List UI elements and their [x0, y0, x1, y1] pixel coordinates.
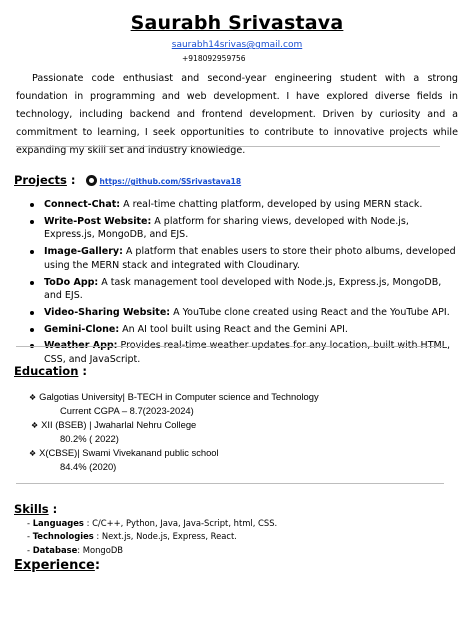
skills-title: Skills	[14, 502, 49, 516]
education-detail: 84.4% (2020)	[60, 461, 117, 472]
summary-paragraph: Passionate code enthusiast and second-year engineering student with a strong foundation in programming and web development. I have explored diverse fields in technology, including backend and frontend development. Driven by curiosity and a commitment to learning, I seek opportunities to contribute to innovative projects while expanding my skill set and industry knowledge.	[16, 73, 458, 156]
experience-colon: :	[94, 558, 101, 573]
project-item	[18, 306, 462, 320]
education-detail: 80.2% ( 2022)	[60, 433, 119, 444]
project-desc: A platform that enables users to store their photo albums, developed using the MERN stack and integrated with Cloudinary.	[44, 246, 456, 271]
projects-colon: :	[70, 173, 76, 187]
project-desc: An AI tool built using React and the Gemini API.	[119, 323, 348, 335]
skill-key: Database	[32, 545, 78, 555]
skill-value: : Next.js, Node.js, Express, React.	[93, 531, 237, 541]
project-item	[18, 323, 462, 337]
project-item	[18, 245, 462, 272]
skill-dash: -	[27, 518, 33, 528]
skills-colon: :	[52, 502, 58, 516]
summary-divider	[16, 146, 440, 147]
project-name: Write-Post Website:	[44, 215, 152, 227]
project-item	[18, 198, 462, 212]
skill-value: : C/C++, Python, Java, Java-Script, html, CSS.	[83, 518, 278, 528]
skill-dash: -	[27, 545, 33, 555]
skill-row	[27, 518, 277, 528]
projects-list	[18, 198, 462, 370]
experience-heading	[14, 558, 100, 573]
project-name: Gemini-Clone:	[44, 323, 120, 335]
projects-divider	[16, 346, 444, 347]
diamond-bullet-icon: ❖	[29, 393, 37, 402]
education-item	[31, 419, 196, 430]
github-icon	[86, 175, 97, 186]
phone-number: +918092959756	[182, 54, 246, 63]
project-desc: A YouTube clone created using React and the YouTube API.	[170, 306, 450, 318]
education-institution: Galgotias University| B-TECH in Computer science and Technology	[39, 391, 319, 402]
github-link[interactable]: https://github.com/SSrivastava18	[99, 177, 242, 186]
skill-key: Technologies	[32, 531, 94, 541]
candidate-name: Saurabh Srivastava	[130, 12, 344, 34]
education-divider	[16, 483, 444, 484]
project-desc: A task management tool developed with Node.js, Express.js, MongoDB, and EJS.	[44, 276, 442, 302]
skill-value: : MongoDB	[77, 545, 124, 555]
skills-heading	[14, 502, 57, 516]
project-item	[18, 276, 462, 303]
project-desc: A real-time chatting platform, developed by using MERN stack.	[120, 199, 423, 210]
education-item	[29, 391, 319, 402]
education-colon: :	[82, 364, 88, 378]
projects-heading	[14, 173, 241, 187]
email-link[interactable]: saurabh14srivas@gmail.com	[171, 40, 303, 50]
skill-row	[27, 531, 237, 541]
education-institution: X(CBSE)| Swami Vivekanand public school	[39, 447, 219, 458]
project-desc: A platform for sharing views, developed with Node.js, Express.js, MongoDB, and EJS.	[44, 215, 409, 241]
skill-key: Languages	[32, 518, 84, 528]
diamond-bullet-icon: ❖	[31, 421, 39, 430]
education-detail: Current CGPA – 8.7(2023-2024)	[60, 405, 194, 416]
skill-row	[27, 545, 123, 555]
project-desc: Provides real-time weather updates for any location, built with HTML, CSS, and JavaScript.	[44, 340, 451, 366]
project-name: Weather App:	[44, 340, 118, 352]
education-item	[29, 447, 219, 458]
project-item	[18, 215, 462, 242]
projects-title: Projects	[14, 173, 67, 187]
project-name: Video-Sharing Website:	[44, 306, 171, 318]
project-name: ToDo App:	[44, 276, 99, 288]
diamond-bullet-icon: ❖	[29, 449, 37, 458]
skill-dash: -	[27, 531, 33, 541]
experience-title: Experience	[14, 558, 95, 573]
education-heading	[14, 364, 87, 378]
education-institution: XII (BSEB) | Jwaharlal Nehru College	[41, 419, 197, 430]
project-name: Image-Gallery:	[44, 246, 123, 258]
project-name: Connect-Chat:	[44, 199, 121, 210]
project-item	[18, 339, 462, 366]
education-title: Education	[14, 364, 79, 378]
